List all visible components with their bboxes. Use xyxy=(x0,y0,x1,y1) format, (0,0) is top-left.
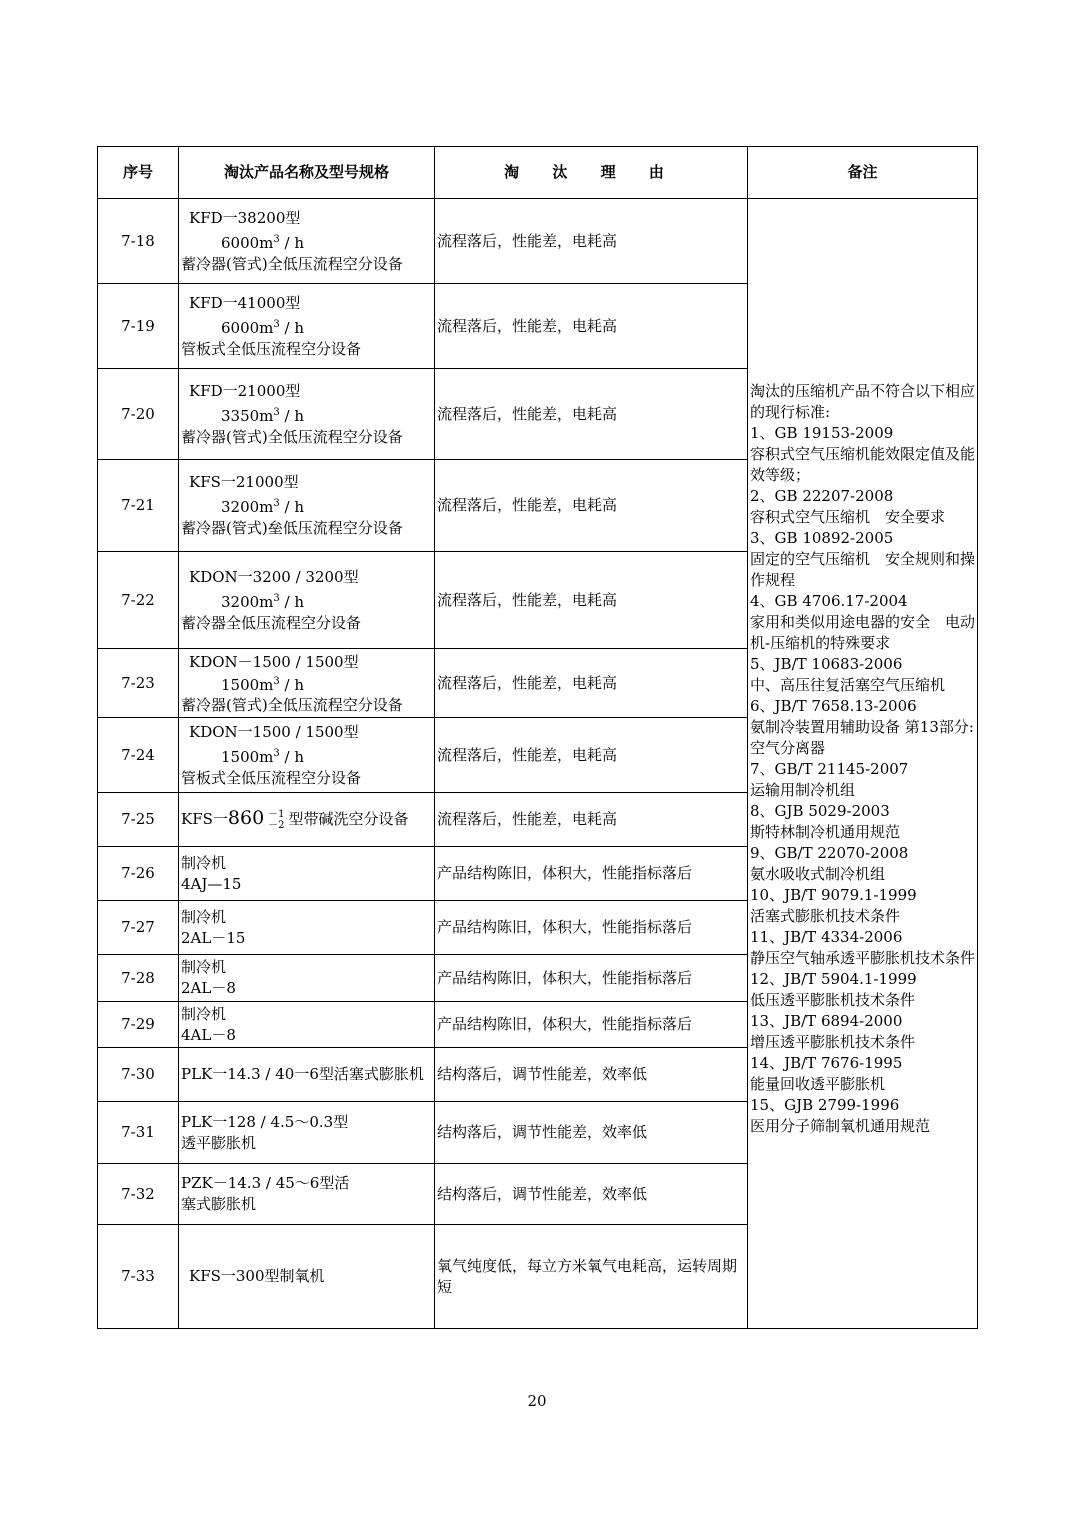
row-number: 7-20 xyxy=(98,369,179,460)
remarks-cell xyxy=(748,199,978,1329)
model-line: KDON一1500 / 1500型 xyxy=(189,722,359,741)
row-number: 7-32 xyxy=(98,1164,179,1225)
remark-line: 氨水吸收式制冷机组 xyxy=(750,864,886,883)
reason-cell: 结构落后，调节性能差，效率低 xyxy=(435,1102,748,1164)
capacity-line: $3200m^3$ / h xyxy=(221,498,305,516)
product-name: 制冷机 4AJ—15 xyxy=(179,847,435,901)
remark-line: 8、GJB 5029-2003 xyxy=(750,801,890,820)
row-number: 7-21 xyxy=(98,460,179,552)
remark-line: 运输用制冷机组 xyxy=(750,780,856,799)
remark-line: 15、GJB 2799-1996 xyxy=(750,1095,900,1114)
product-name xyxy=(179,199,435,284)
remark-line: 12、JB/T 5904.1-1999 xyxy=(750,969,917,988)
product-name xyxy=(179,649,435,718)
reason-cell: 结构落后，调节性能差，效率低 xyxy=(435,1164,748,1225)
remark-line: 9、GB/T 22070-2008 xyxy=(750,843,909,862)
row-number: 7-28 xyxy=(98,955,179,1002)
type-line: 蓄冷器(管式)全低压流程空分设备 xyxy=(181,695,403,714)
header-name: 淘汰产品名称及型号规格 xyxy=(179,147,435,199)
row-number: 7-33 xyxy=(98,1225,179,1329)
header-remark: 备注 xyxy=(748,147,978,199)
model-line: KFS一21000型 xyxy=(189,473,299,491)
reason-cell: 流程落后，性能差，电耗高 xyxy=(435,649,748,718)
reason-cell: 流程落后，性能差，电耗高 xyxy=(435,460,748,552)
capacity-line: $3200m^3$ / h xyxy=(221,592,305,611)
header-reason: 淘 汰 理 由 xyxy=(435,147,748,199)
reason-cell: 结构落后，调节性能差，效率低 xyxy=(435,1048,748,1102)
capacity-line: $6000m^3$ / h xyxy=(221,233,305,252)
header-row xyxy=(98,147,978,199)
remark-line: 中、高压往复活塞空气压缩机 xyxy=(750,675,946,694)
remark-line: 5、JB/T 10683-2006 xyxy=(750,654,903,673)
remark-line: 14、JB/T 7676-1995 xyxy=(750,1053,903,1072)
reason-cell: 氧气纯度低，每立方米氧气电耗高，运转周期短 xyxy=(435,1225,748,1329)
row-number: 7-22 xyxy=(98,552,179,649)
reason-cell: 流程落后，性能差，电耗高 xyxy=(435,369,748,460)
remark-line: 4、GB 4706.17-2004 xyxy=(750,591,908,610)
row-number: 7-23 xyxy=(98,649,179,718)
reason-cell: 流程落后，性能差，电耗高 xyxy=(435,718,748,793)
product-name: KFS一860 －1 －2 型带碱洗空分设备 xyxy=(179,793,435,847)
remark-line: 容积式空气压缩机 安全要求 xyxy=(750,507,946,526)
remark-line: 容积式空气压缩机能效限定值及能效等级； xyxy=(750,444,976,484)
remark-line: 7、GB/T 21145-2007 xyxy=(750,759,909,778)
product-name: KFS一300型制氧机 xyxy=(179,1225,435,1329)
remark-line: 家用和类似用途电器的安全 电动机-压缩机的特殊要求 xyxy=(750,612,976,652)
product-name xyxy=(179,284,435,369)
product-name: PLK一14.3 / 40一6型活塞式膨胀机 xyxy=(179,1048,435,1102)
reason-cell: 流程落后，性能差，电耗高 xyxy=(435,199,748,284)
capacity-line: $3350m^3$ / h xyxy=(221,406,305,425)
remark-line: 6、JB/T 7658.13-2006 xyxy=(750,696,917,715)
row-number: 7-25 xyxy=(98,793,179,847)
reason-cell: 产品结构陈旧，体积大，性能指标落后 xyxy=(435,847,748,901)
remark-line: 静压空气轴承透平膨胀机技术条件 xyxy=(750,948,976,967)
remark-line: 斯特林制冷机通用规范 xyxy=(750,822,901,841)
remark-line: 固定的空气压缩机 安全规则和操作规程 xyxy=(750,549,976,589)
capacity-line: $1500m^3$ / h xyxy=(221,675,305,694)
product-name xyxy=(179,369,435,460)
remark-line: 活塞式膨胀机技术条件 xyxy=(750,906,901,925)
product-name: PLK一128 / 4.5～0.3型 透平膨胀机 xyxy=(179,1102,435,1164)
model-line: KFD一38200型 xyxy=(189,208,301,227)
type-line: 管板式全低压流程空分设备 xyxy=(181,339,362,358)
remark-line: 1、GB 19153-2009 xyxy=(750,423,894,442)
reason-cell: 产品结构陈旧，体积大，性能指标落后 xyxy=(435,1002,748,1048)
type-line: 蓄冷器(管式)垒低压流程空分设备 xyxy=(181,519,403,537)
row-number: 7-27 xyxy=(98,901,179,955)
type-line: 管板式全低压流程空分设备 xyxy=(181,768,362,787)
page-number: 20 xyxy=(527,1392,547,1410)
product-name xyxy=(179,460,435,552)
header-no: 序号 xyxy=(98,147,179,199)
remark-line: 增压透平膨胀机技术条件 xyxy=(750,1032,916,1051)
row-number: 7-26 xyxy=(98,847,179,901)
reason-cell: 流程落后，性能差，电耗高 xyxy=(435,793,748,847)
reason-cell: 流程落后，性能差，电耗高 xyxy=(435,284,748,369)
product-name xyxy=(179,552,435,649)
remark-line: 11、JB/T 4334-2006 xyxy=(750,927,903,946)
row-number: 7-29 xyxy=(98,1002,179,1048)
remark-line: 医用分子筛制氧机通用规范 xyxy=(750,1116,931,1135)
row-number: 7-31 xyxy=(98,1102,179,1164)
remark-line: 13、JB/T 6894-2000 xyxy=(750,1011,903,1030)
row-number: 7-30 xyxy=(98,1048,179,1102)
range-fraction: －1 －2 xyxy=(268,809,285,831)
product-name xyxy=(179,718,435,793)
row-number: 7-19 xyxy=(98,284,179,369)
type-line: 蓄冷器(管式)全低压流程空分设备 xyxy=(181,427,403,446)
row-number: 7-24 xyxy=(98,718,179,793)
product-name: 制冷机 4AL－8 xyxy=(179,1002,435,1048)
table-row xyxy=(98,199,978,284)
model-line: KFD一21000型 xyxy=(189,381,301,400)
model-line: KFD一41000型 xyxy=(189,293,301,312)
reason-cell: 产品结构陈旧，体积大，性能指标落后 xyxy=(435,955,748,1002)
remark-line: 淘汰的压缩机产品不符合以下相应的现行标准: xyxy=(750,381,976,421)
remark-line: 低压透平膨胀机技术条件 xyxy=(750,990,916,1009)
model-line: KDON一3200 / 3200型 xyxy=(189,567,359,586)
product-name: 制冷机 2AL－8 xyxy=(179,955,435,1002)
remark-line: 2、GB 22207-2008 xyxy=(750,486,894,505)
type-line: 蓄冷器全低压流程空分设备 xyxy=(181,613,362,632)
eliminated-products-table xyxy=(97,146,978,1329)
product-name: 制冷机 2AL－15 xyxy=(179,901,435,955)
remark-line: 氨制冷装置用辅助设备 第13部分:空气分离器 xyxy=(750,717,974,757)
remark-line: 能量回收透平膨胀机 xyxy=(750,1074,886,1093)
remark-line: 10、JB/T 9079.1-1999 xyxy=(750,885,917,904)
product-name: PZK－14.3 / 45～6型活 塞式膨胀机 xyxy=(179,1164,435,1225)
remark-line: 3、GB 10892-2005 xyxy=(750,528,894,547)
row-number: 7-18 xyxy=(98,199,179,284)
type-line: 蓄冷器(管式)全低压流程空分设备 xyxy=(181,254,403,273)
capacity-line: $1500m^3$ / h xyxy=(221,747,305,766)
capacity-line: $6000m^3$ / h xyxy=(221,318,305,337)
reason-cell: 流程落后，性能差，电耗高 xyxy=(435,552,748,649)
reason-cell: 产品结构陈旧，体积大，性能指标落后 xyxy=(435,901,748,955)
model-line: KDON－1500 / 1500型 xyxy=(189,652,359,671)
